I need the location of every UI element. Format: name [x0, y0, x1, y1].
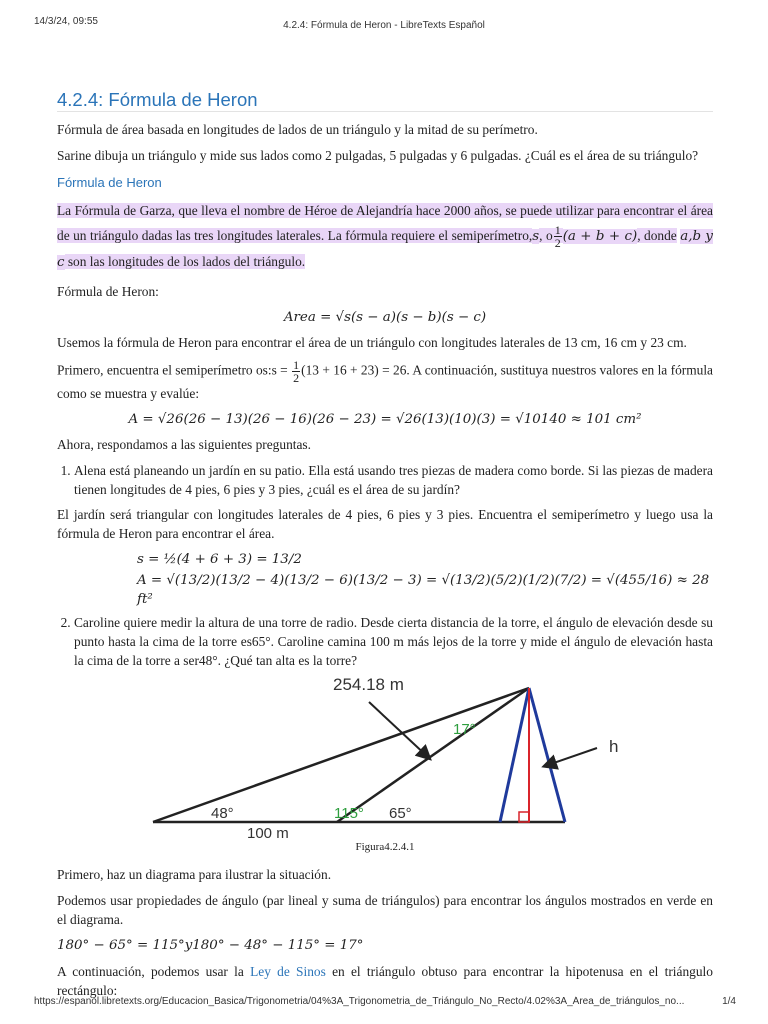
label-hypotenuse: 254.18 m — [333, 676, 404, 695]
label-100m: 100 m — [247, 825, 289, 839]
highlight-part1: La Fórmula de Garza, que lleva el nombre de Héroe de Alejandría hace 2000 años, se puede utilizar para encontrar el área de un triángulo dadas las tres longitudes laterales. La fórmula requiere el semiperímetro, — [57, 203, 713, 243]
fraction-half: $\frac{1}{2}$ — [554, 223, 561, 251]
right-angle-marker — [519, 812, 529, 822]
angles-equation: 180° − 65° = 115°y180° − 48° − 115° = 17° — [57, 938, 364, 954]
highlight-var-s: s — [532, 229, 540, 244]
tower-right — [529, 688, 565, 822]
step1-frac-tail: (13 + 16 + 23) = 26. — [301, 363, 410, 378]
question-text: Sarine dibuja un triángulo y mide sus lados como 2 pulgadas, 5 pulgadas y 6 pulgadas. ¿Cuál es el área de su triángulo? — [57, 148, 699, 163]
print-page-title: 4.2.4: Fórmula de Heron - LibreTexts Español — [283, 20, 485, 31]
arrow-h — [545, 748, 597, 766]
question-1: 1. Alena está planeando un jardín en su patio. Ella está usando tres piezas de madera como borde. Si las piezas de madera tienen longitudes de 4 pies, 6 pies y 3 pies, ¿cuál es el área de su jardín? — [74, 461, 713, 499]
tower-figure — [57, 676, 713, 838]
angles-text: Podemos usar propiedades de ángulo (par lineal y suma de triángulos) para encontrar los ángulos mostrados en verde en el diagrama. — [57, 893, 713, 928]
highlight-vars: a,b y c — [57, 229, 713, 271]
area-equation: A = √26(26 − 13)(26 − 16)(26 − 23) = √26(13)(10)(3) = √10140 ≈ 101 cm² — [128, 412, 642, 428]
ley-de-sinos-link[interactable]: Ley de Sinos — [250, 964, 326, 980]
fraction-half: $\frac{1}{2}$ — [293, 358, 300, 386]
next-paragraph — [57, 962, 713, 1000]
equation-block-1 — [137, 550, 713, 609]
semiperimeter-equation: s = ½(4 + 6 + 3) = 13/2 — [137, 552, 302, 568]
heron-formula: Area = √s(s − a)(s − b)(s − c) — [283, 310, 487, 326]
highlight-part4: son las longitudes de los lados del triángulo. — [64, 254, 306, 270]
diagram-text: Primero, haz un diagrama para ilustrar la situación. — [57, 867, 332, 883]
step1-b: A continuación, sustituya nuestros valores en la fórmula como se muestra y evalúe: — [57, 363, 714, 402]
step1-a: Primero, encuentra el semiperímetro os:s = — [57, 363, 288, 378]
intro-text: Fórmula de área basada en longitudes de lados de un triángulo y la mitad de su perímetro. — [57, 122, 538, 137]
step1-paragraph — [57, 359, 713, 403]
now-text: Ahora, respondamos a las siguientes preguntas. — [57, 437, 311, 453]
print-datetime: 14/3/24, 09:55 — [34, 16, 98, 27]
label-48: 48° — [211, 805, 234, 823]
garden-area-equation: A = √(13/2)(13/2 − 4)(13/2 − 6)(13/2 − 3) = √(13/2)(5/2)(1/2)(7/2) = √(455/16) ≈ 28 ft² — [137, 573, 710, 608]
inner-line — [337, 688, 529, 822]
page-title: 4.2.4: Fórmula de Heron — [57, 90, 713, 112]
highlight-part2: , o — [539, 228, 553, 243]
next-b: en el triángulo obtuso para encontrar la hipotenusa en el triángulo rectángulo: — [57, 964, 713, 999]
question-list-1 — [57, 461, 713, 499]
hypotenuse-line — [153, 688, 529, 822]
usage-text: Usemos la fórmula de Heron para encontrar el área de un triángulo con longitudes laterales de 13 cm, 16 cm y 23 cm. — [57, 335, 687, 351]
article-content — [57, 90, 713, 1007]
figure-caption: Figura4.2.4.1 — [355, 841, 415, 854]
question-2: 2. Caroline quiere medir la altura de una torre de radio. Desde cierta distancia de la torre, el ángulo de elevación desde su punto hasta la cima de la torre es65°. Caroline camina 100 m más lejos de la torre y mide el ángulo de elevación hasta la cima de la torre a ser48°. ¿Qué tan alta es la torre? — [74, 613, 713, 670]
subheading-heron: Fórmula de Heron — [57, 175, 162, 190]
label-17: 17° — [453, 721, 476, 739]
tower-left — [500, 688, 529, 822]
answer-1: El jardín será triangular con longitudes laterales de 4 pies, 6 pies y 3 pies. Encuentra el semiperímetro y luego usa la fórmula de Heron para encontrar el área. — [57, 507, 713, 542]
question-list-2 — [57, 613, 713, 670]
label-115: 115° — [334, 805, 364, 823]
highlight-paragraph — [57, 198, 713, 275]
next-a: A continuación, podemos usar la — [57, 964, 244, 980]
highlight-formula-tail: (a + b + c) — [562, 229, 638, 244]
label-65: 65° — [389, 805, 412, 823]
print-url: https://espanol.libretexts.org/Educacion_Basica/Trigonometria/04%3A_Trigonometria_de_Triángulo_No_Recto/4.02%3A_Área_de_triángulos_no... — [34, 996, 685, 1007]
print-page-number: 1/4 — [722, 996, 736, 1007]
formula-label: Fórmula de Heron: — [57, 284, 159, 300]
highlight-part3: , donde — [637, 228, 677, 243]
label-h: h — [609, 737, 619, 757]
arrow-hyp — [369, 702, 429, 758]
